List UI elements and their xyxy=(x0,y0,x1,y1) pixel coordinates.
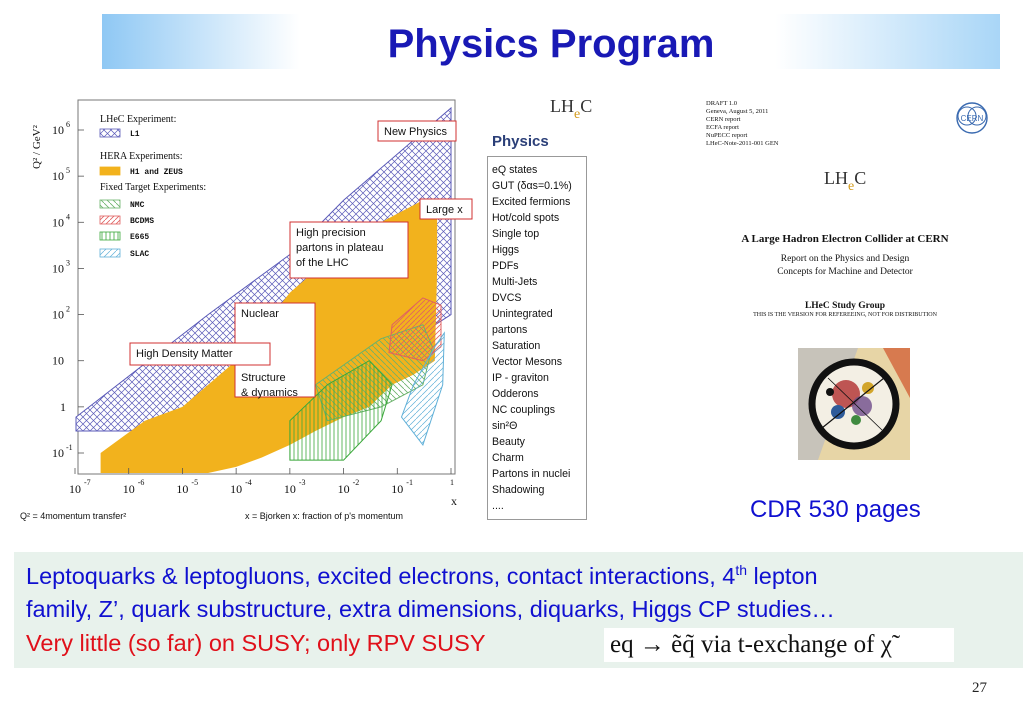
legend-swatch xyxy=(100,249,120,257)
legend-text: SLAC xyxy=(130,250,150,259)
summary-line-2: family, Z’, quark substructure, extra dimensions, diquarks, Higgs CP studies… xyxy=(26,596,835,622)
physics-topic-item: Excited fermions xyxy=(492,196,571,208)
title-bar xyxy=(102,14,1000,69)
x-axis-label: x xyxy=(451,494,457,508)
physics-topic-item: partons xyxy=(492,324,528,336)
physics-panel xyxy=(484,90,593,522)
summary-box xyxy=(14,552,1023,668)
physics-topic-item: GUT (δαs=0.1%) xyxy=(492,180,572,192)
cdr-header-line: NuPECC report xyxy=(706,132,748,139)
physics-topic-item: NC couplings xyxy=(492,404,556,416)
cdr-title: A Large Hadron Electron Collider at CERN xyxy=(741,233,949,245)
physics-topic-item: Unintegrated xyxy=(492,308,553,320)
legend-text: HERA Experiments: xyxy=(100,151,183,162)
y-tick-exponent: 2 xyxy=(66,304,70,314)
physics-topic-item: eQ states xyxy=(492,164,538,176)
physics-topic-item: DVCS xyxy=(492,292,522,304)
physics-topic-item: Hot/cold spots xyxy=(492,212,560,224)
physics-topic-item: Beauty xyxy=(492,436,525,448)
x-tick-exponent: 1 xyxy=(450,478,454,487)
physics-topics-list xyxy=(487,156,587,520)
physics-topic-item: Multi-Jets xyxy=(492,276,538,288)
physics-topic-item: Odderons xyxy=(492,388,539,400)
cdr-distribution-note: THIS IS THE VERSION FOR REFEREEING, NOT FOR DISTRIBUTION xyxy=(753,312,937,318)
annotation-high-precision-partons-in-plateau-of-the-lhc xyxy=(290,222,408,278)
y-axis-label: Q² / GeV² xyxy=(31,125,43,169)
physics-topic-item: sin²Θ xyxy=(492,420,518,432)
legend-text: NMC xyxy=(130,201,145,210)
annotation-new-physics xyxy=(378,121,456,141)
cdr-cover xyxy=(690,92,990,472)
annotation-text: Nuclear xyxy=(241,308,279,320)
legend-swatch xyxy=(100,167,120,175)
y-tick-label: 10 xyxy=(52,215,64,230)
physics-topic-item: Partons in nuclei xyxy=(492,468,571,480)
x-tick-exponent: -3 xyxy=(298,478,306,487)
physics-topic-item: PDFs xyxy=(492,260,519,272)
slide-title: Physics Program xyxy=(387,22,715,66)
x-tick-exponent: -2 xyxy=(352,478,360,487)
annotation-text: High precision xyxy=(296,227,366,239)
legend-text: Fixed Target Experiments: xyxy=(100,182,207,193)
y-tick-label: 10 xyxy=(52,261,64,276)
y-tick-exponent: 4 xyxy=(66,212,70,222)
cdr-study-group: LHeC Study Group xyxy=(804,301,886,311)
legend-swatch xyxy=(100,232,120,240)
cdr-lhec-logo: $LH_eC$ xyxy=(824,168,867,194)
x-tick-label: 10 xyxy=(230,482,243,496)
y-tick-label: 10 xyxy=(52,169,64,184)
annotation-text: New Physics xyxy=(384,126,447,138)
physics-topic-item: Single top xyxy=(492,228,540,240)
x-tick-exponent: -4 xyxy=(245,478,252,487)
cdr-header-line: DRAFT 1.0 xyxy=(706,100,737,107)
physics-topic-item: IP - graviton xyxy=(492,372,549,384)
cdr-subtitle xyxy=(710,253,980,279)
x-tick-label: 10 xyxy=(337,482,350,496)
cdr-pages-caption: CDR 530 pages xyxy=(750,496,921,523)
legend-swatch xyxy=(100,200,120,208)
summary-line-1: Leptoquarks & leptogluons, excited electrons, contact interactions, 4th lepton xyxy=(26,562,818,589)
legend-text: H1 and ZEUS xyxy=(130,168,183,177)
annotation-text: Large x xyxy=(426,204,463,216)
cover-artwork xyxy=(798,348,910,460)
legend-swatch xyxy=(100,129,120,137)
cdr-header-line: Geneva, August 5, 2011 xyxy=(706,108,769,115)
x-tick-label: 10 xyxy=(122,482,135,496)
legend-text: LHeC Experiment: xyxy=(100,114,177,125)
y-tick-exponent: 6 xyxy=(66,120,70,129)
annotation-text: High Density Matter xyxy=(136,348,233,360)
annotation-text: of the LHC xyxy=(296,257,349,269)
y-tick-label: 10 xyxy=(52,123,64,137)
x-tick-exponent: -1 xyxy=(406,478,413,487)
legend-swatch xyxy=(100,216,120,224)
y-tick-label: 10 xyxy=(52,446,64,460)
x-tick-label: 10 xyxy=(283,482,296,496)
footnote-q2: Q² = 4momentum transfer² xyxy=(20,511,127,521)
summary-line-3: Very little (so far) on SUSY; only RPV SUSY xyxy=(26,630,486,656)
annotation-text: partons in plateau xyxy=(296,242,384,254)
x-tick-label: 10 xyxy=(69,482,81,496)
cdr-header-line: CERN report xyxy=(706,116,741,123)
y-tick-exponent: 5 xyxy=(66,166,70,176)
y-tick-label: 10 xyxy=(52,353,64,368)
y-tick-label: 10 xyxy=(52,307,64,322)
lhec-logo: $LH_eC$ xyxy=(550,96,593,122)
cdr-subtitle-line-2: Concepts for Machine and Detector xyxy=(777,267,913,277)
physics-topic-item: Shadowing xyxy=(492,484,545,496)
page-number: 27 xyxy=(972,680,987,696)
y-tick-exponent: 3 xyxy=(66,258,70,268)
footnote-bjorken-x: x = Bjorken x: fraction of p's momentum xyxy=(245,511,404,521)
physics-heading: Physics xyxy=(492,133,549,150)
annotation-high-density-matter xyxy=(130,343,270,365)
physics-topic-item: .... xyxy=(492,500,504,512)
cern-logo-text: CERN xyxy=(960,114,984,123)
kinematic-plane-chart xyxy=(20,95,480,525)
x-tick-exponent: -7 xyxy=(84,478,91,487)
rpv-susy-formula: eq → ẽq̃ via t-exchange of χ̃ xyxy=(604,628,954,662)
cdr-header-block xyxy=(706,100,779,148)
legend-text: BCDMS xyxy=(130,217,155,226)
cdr-header-line: ECFA report xyxy=(706,124,739,131)
annotation-text: & dynamics xyxy=(241,387,298,399)
y-tick-label: 1 xyxy=(60,399,66,414)
y-tick-exponent: -1 xyxy=(66,443,73,452)
x-tick-label: 10 xyxy=(391,482,404,496)
physics-topic-item: Saturation xyxy=(492,340,541,352)
cdr-subtitle-line-1: Report on the Physics and Design xyxy=(780,254,910,264)
annotation-text: Structure xyxy=(241,372,286,384)
x-tick-exponent: -6 xyxy=(137,478,145,487)
cdr-header-line: LHeC-Note-2011-001 GEN xyxy=(706,140,779,147)
x-tick-exponent: -5 xyxy=(191,478,199,487)
annotation-large-x xyxy=(420,199,472,219)
physics-topic-item: Higgs xyxy=(492,244,520,256)
physics-topic-item: Charm xyxy=(492,452,524,464)
legend-text: L1 xyxy=(130,130,140,139)
x-tick-label: 10 xyxy=(176,482,189,496)
cern-logo xyxy=(954,100,990,136)
physics-topic-item: Vector Mesons xyxy=(492,356,563,368)
legend-text: E665 xyxy=(130,233,150,242)
